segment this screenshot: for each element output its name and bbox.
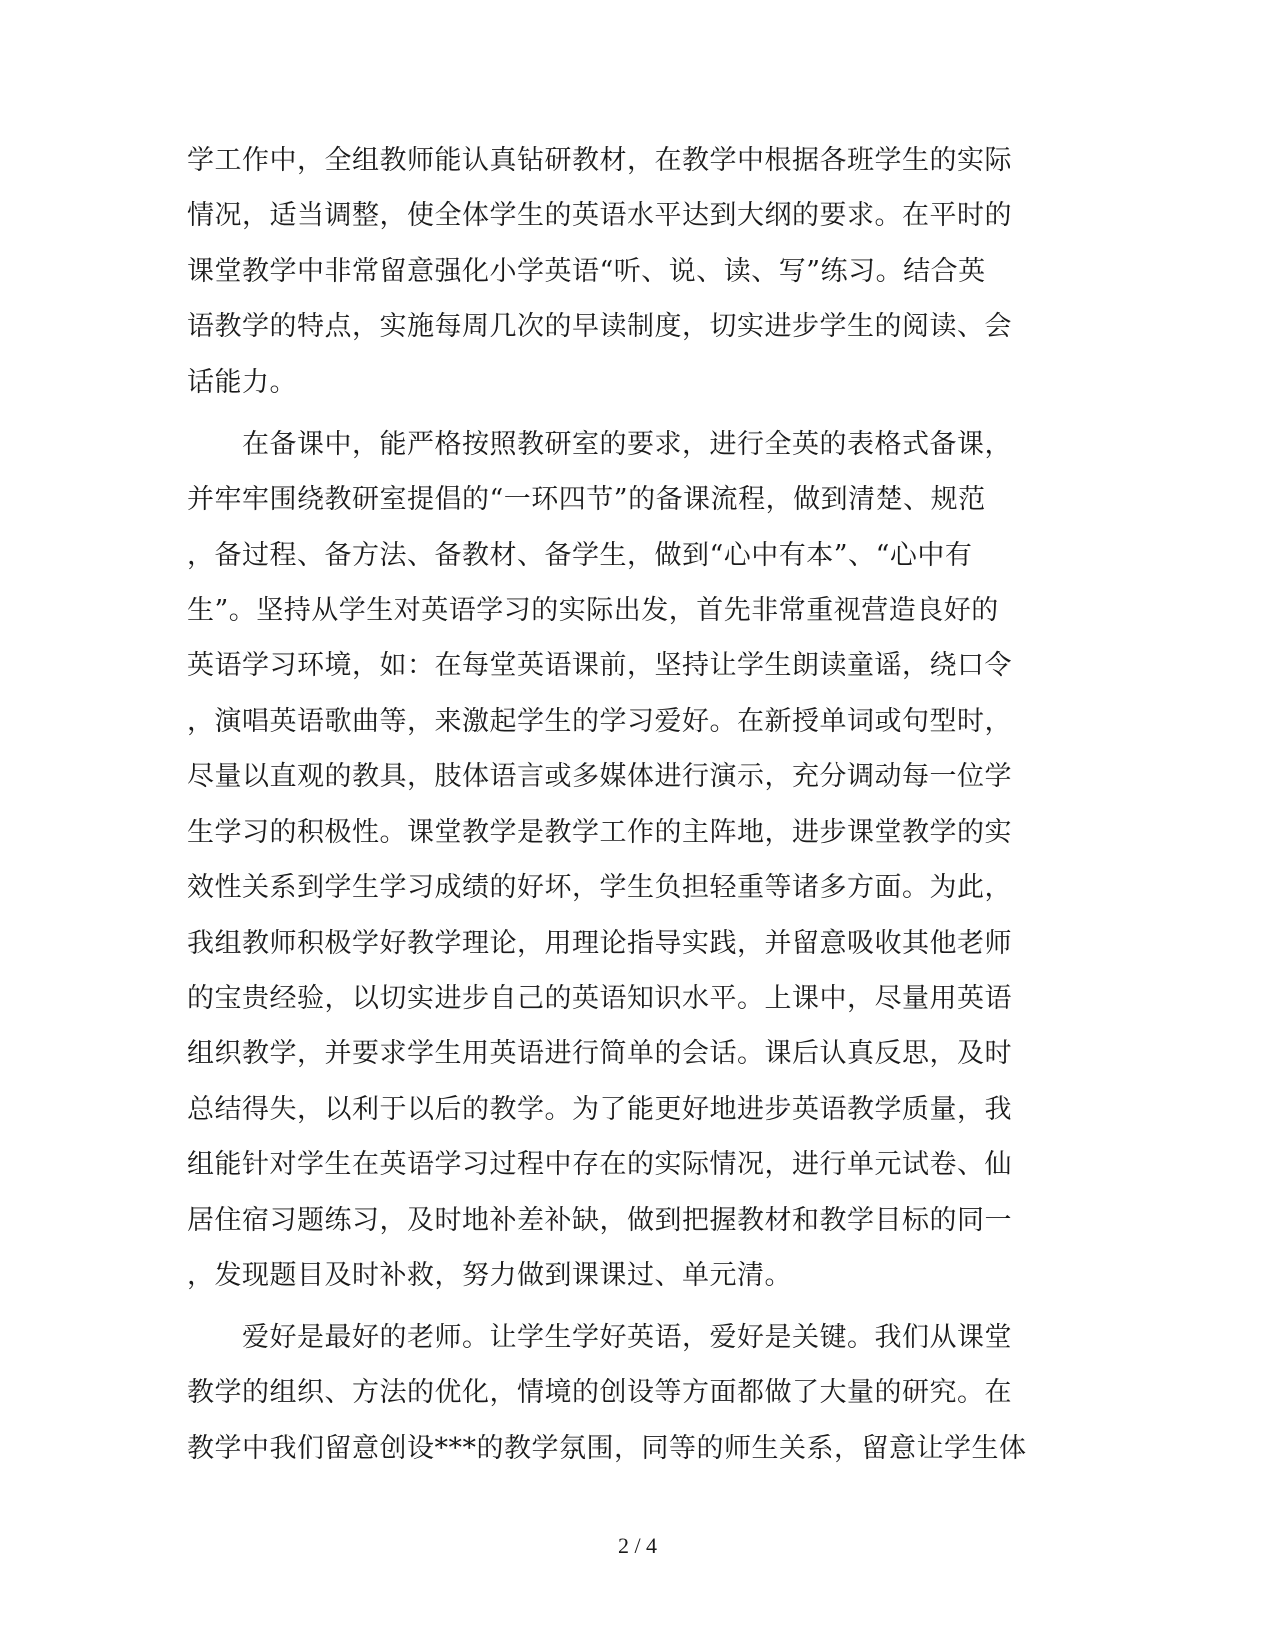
text-line: 尽量以直观的教具，肢体语言或多媒体进行演示，充分调动每一位学 bbox=[187, 761, 1012, 792]
text-line: 教学的组织、方法的优化，情境的创设等方面都做了大量的研究。在 bbox=[187, 1377, 1012, 1408]
text-line: 英语学习环境，如：在每堂英语课前，坚持让学生朗读童谣，绕口令 bbox=[187, 650, 1012, 681]
text-line: 的宝贵经验，以切实进步自己的英语知识水平。上课中，尽量用英语 bbox=[187, 983, 1012, 1014]
text-line: 教学中我们留意创设***的教学氛围，同等的师生关系，留意让学生体 bbox=[187, 1433, 1027, 1464]
page-number: 2 / 4 bbox=[617, 1533, 658, 1558]
text-line: 生学习的积极性。课堂教学是教学工作的主阵地，进步课堂教学的实 bbox=[187, 817, 1012, 848]
text-line: 课堂教学中非常留意强化小学英语“听、说、读、写”练习。结合英 bbox=[187, 256, 986, 287]
paragraph-first-line: 在备课中，能严格按照教研室的要求，进行全英的表格式备课， bbox=[187, 429, 1012, 460]
text-line: 我组教师积极学好教学理论，用理论指导实践，并留意吸收其他老师 bbox=[187, 928, 1012, 959]
text-line: 效性关系到学生学习成绩的好坏，学生负担轻重等诸多方面。为此， bbox=[187, 872, 1012, 903]
text-line: 生”。坚持从学生对英语学习的实际出发，首先非常重视营造良好的 bbox=[187, 595, 999, 626]
text-line: ，演唱英语歌曲等，来激起学生的学习爱好。在新授单词或句型时， bbox=[187, 706, 1012, 737]
paragraph-first-line: 爱好是最好的老师。让学生学好英语，爱好是关键。我们从课堂 bbox=[187, 1322, 1012, 1353]
text-line: 并牢牢围绕教研室提倡的“一环四节”的备课流程，做到清楚、规范 bbox=[187, 484, 986, 515]
text-line: 组能针对学生在英语学习过程中存在的实际情况，进行单元试卷、仙 bbox=[187, 1149, 1012, 1180]
text-line: 居住宿习题练习，及时地补差补缺，做到把握教材和教学目标的同一 bbox=[187, 1205, 1012, 1236]
text-line: 话能力。 bbox=[187, 367, 297, 398]
text-line: 语教学的特点，实施每周几次的早读制度，切实进步学生的阅读、会 bbox=[187, 311, 1012, 342]
text-line: 组织教学，并要求学生用英语进行简单的会话。课后认真反思，及时 bbox=[187, 1038, 1012, 1069]
text-line: ，发现题目及时补救，努力做到课课过、单元清。 bbox=[187, 1260, 792, 1291]
text-line: 情况，适当调整，使全体学生的英语水平达到大纲的要求。在平时的 bbox=[187, 200, 1012, 231]
text-line: ，备过程、备方法、备教材、备学生，做到“心中有本”、“心中有 bbox=[187, 540, 973, 571]
text-line: 学工作中，全组教师能认真钻研教材，在教学中根据各班学生的实际 bbox=[187, 145, 1012, 176]
text-line: 总结得失，以利于以后的教学。为了能更好地进步英语教学质量，我 bbox=[187, 1094, 1012, 1125]
